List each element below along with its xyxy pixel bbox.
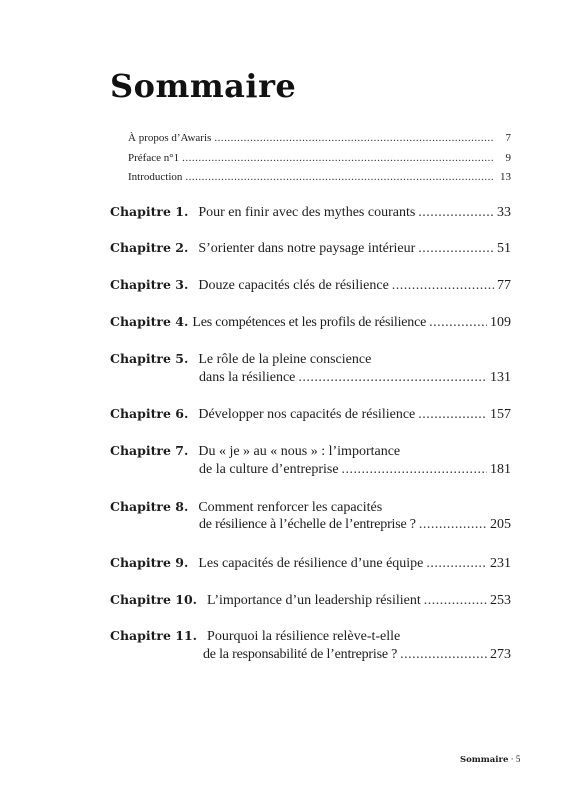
chapter-label: Chapitre 7. <box>110 443 189 458</box>
chapter-title: S’orienter dans notre paysage intérieur <box>198 241 416 256</box>
page-footer <box>460 754 520 765</box>
chapter-label: Chapitre 8. <box>110 499 189 514</box>
toc-entry-chapter-4[interactable] <box>110 313 511 332</box>
dot-leader <box>342 461 487 479</box>
toc-entry-title: Introduction <box>128 171 183 183</box>
toc-entry-chapter-8-cont[interactable] <box>199 516 511 534</box>
toc-entry-title: Préface n°1 <box>128 152 180 164</box>
chapter-title: L’importance d’un leadership résilient <box>207 593 421 608</box>
toc-entry-front-2[interactable] <box>128 151 511 165</box>
toc-page-number: 109 <box>490 315 511 330</box>
chapter-title: Les capacités de résilience d’une équipe <box>198 556 424 571</box>
chapter-label: Chapitre 11. <box>110 628 198 643</box>
chapter-label: Chapitre 2. <box>110 240 189 255</box>
chapter-title: Douze capacités clés de résilience <box>198 278 389 293</box>
chapter-title: Développer nos capacités de résilience <box>198 407 416 422</box>
chapter-title: Comment renforcer les capacités <box>198 500 383 515</box>
chapter-title-cont: de résilience à l’échelle de l’entreprise ? <box>199 517 416 532</box>
toc-page-number: 131 <box>490 370 511 385</box>
chapter-label: Chapitre 9. <box>110 555 189 570</box>
chapter-label: Chapitre 6. <box>110 406 189 421</box>
toc-page-number: 231 <box>490 556 511 571</box>
footer-page-number: 5 <box>515 754 521 764</box>
toc-page-number: 273 <box>490 647 511 662</box>
toc-entry-chapter-9[interactable] <box>110 554 511 573</box>
chapter-label: Chapitre 1. <box>110 204 189 219</box>
chapter-title: Pour en finir avec des mythes courants <box>198 205 416 220</box>
footer-separator: · <box>510 754 514 764</box>
toc-page-number: 9 <box>505 152 511 164</box>
toc-entry-chapter-7[interactable] <box>110 442 511 461</box>
chapter-title: Le rôle de la pleine conscience <box>198 352 372 367</box>
dot-leader <box>400 646 487 664</box>
toc-entry-chapter-3[interactable] <box>110 276 511 295</box>
toc-entry-front-3[interactable] <box>128 170 511 184</box>
toc-entry-chapter-11[interactable] <box>110 627 511 646</box>
toc-entry-chapter-11-cont[interactable] <box>203 646 511 664</box>
toc-entry-chapter-7-cont[interactable] <box>199 461 511 479</box>
toc-page-number: 157 <box>490 407 511 422</box>
chapter-label: Chapitre 5. <box>110 351 189 366</box>
dot-leader <box>419 516 487 534</box>
dot-leader <box>418 204 494 222</box>
dot-leader <box>185 170 494 184</box>
chapter-label: Chapitre 3. <box>110 277 189 292</box>
toc-page-number: 33 <box>497 205 511 220</box>
toc-page-number: 253 <box>490 593 511 608</box>
chapter-label: Chapitre 10. <box>110 592 198 607</box>
dot-leader <box>418 240 494 258</box>
toc-entry-chapter-10[interactable] <box>110 591 511 610</box>
toc-page-number: 51 <box>497 241 511 256</box>
dot-leader <box>424 592 487 610</box>
chapter-title: Pourquoi la résilience relève-t-elle <box>207 629 401 644</box>
footer-section-name: Sommaire <box>460 755 509 765</box>
chapter-label: Chapitre 4. <box>110 314 189 329</box>
toc-page-number: 205 <box>490 517 511 532</box>
toc-page-number: 13 <box>500 171 511 183</box>
page-title: Sommaire <box>110 67 297 105</box>
dot-leader <box>214 131 494 145</box>
dot-leader <box>426 555 487 573</box>
chapter-title-cont: de la culture d’entreprise <box>199 462 339 477</box>
toc-page-number: 181 <box>490 462 511 477</box>
toc-entry-chapter-1[interactable] <box>110 203 511 222</box>
toc-entry-title: À propos d’Awaris <box>128 132 212 144</box>
toc-entry-chapter-5[interactable] <box>110 350 511 369</box>
dot-leader <box>298 369 487 387</box>
toc-entry-chapter-2[interactable] <box>110 239 511 258</box>
toc-entry-chapter-8[interactable] <box>110 498 511 517</box>
toc-entry-chapter-6[interactable] <box>110 405 511 424</box>
dot-leader <box>418 406 487 424</box>
dot-leader <box>392 277 494 295</box>
dot-leader <box>182 151 494 165</box>
chapter-title: Les compétences et les profils de résilience <box>192 315 427 330</box>
chapter-title-cont: dans la résilience <box>199 370 296 385</box>
dot-leader <box>429 314 487 332</box>
chapter-title-cont: de la responsabilité de l’entreprise ? <box>203 647 398 662</box>
toc-entry-front-1[interactable] <box>128 131 511 145</box>
chapter-title: Du « je » au « nous » : l’importance <box>198 444 401 459</box>
toc-entry-chapter-5-cont[interactable] <box>199 369 511 387</box>
toc-page-number: 7 <box>505 132 511 144</box>
toc-page-number: 77 <box>497 278 511 293</box>
